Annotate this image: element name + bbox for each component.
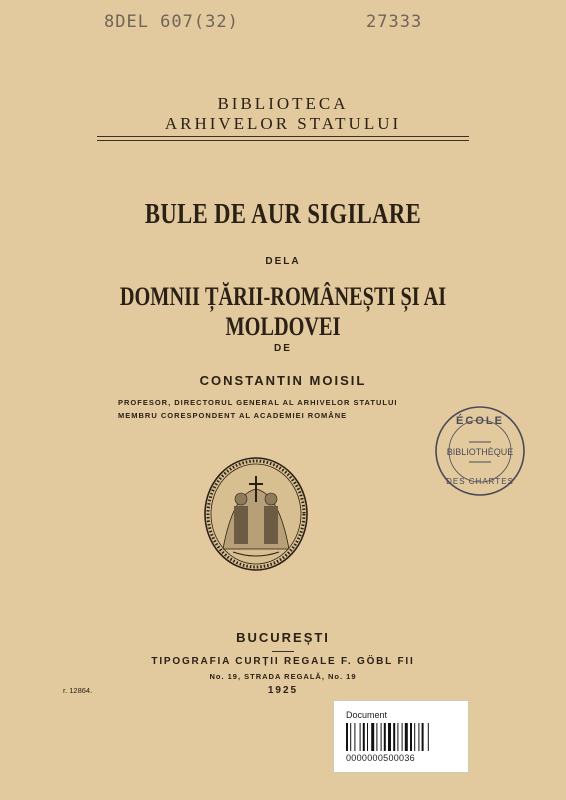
handwritten-number: 27333 xyxy=(366,12,423,32)
author-credential: MEMBRU CORESPONDENT AL ACADEMIEI ROMÂNE xyxy=(118,411,348,420)
barcode-bar xyxy=(397,723,398,751)
series-title-line2: ARHIVELOR STATULUI xyxy=(164,114,402,133)
barcode-label xyxy=(333,700,469,773)
imprint-printer: TIPOGRAFIA CURȚII REGALE F. GÖBL FII xyxy=(151,656,415,667)
barcode-bar xyxy=(384,723,386,751)
author-credential: PROFESOR, DIRECTORUL GENERAL AL ARHIVELOR STATULUI xyxy=(118,398,398,407)
imprint-year: 1925 xyxy=(267,685,299,696)
author-name: CONSTANTIN MOISIL xyxy=(199,373,367,388)
barcode-bar xyxy=(410,723,412,751)
barcode-bar xyxy=(346,723,348,751)
barcode-bar xyxy=(402,723,403,751)
stamp-bottom-text: DES CHARTES xyxy=(446,477,514,486)
title-connector-de: DE xyxy=(274,343,292,354)
barcode-bar xyxy=(414,723,415,751)
imprint-address: No. 19, STRADA REGALĂ, No. 19 xyxy=(209,672,357,681)
barcode-bar xyxy=(354,723,355,751)
barcode-graphic xyxy=(346,723,456,751)
barcode-number: 0000000500036 xyxy=(346,753,415,763)
barcode-bar xyxy=(428,723,429,751)
barcode-bar xyxy=(405,723,408,751)
book-title: BULE DE AUR SIGILARE xyxy=(144,198,422,230)
barcode-bar xyxy=(376,723,377,751)
barcode-bar xyxy=(418,723,419,751)
barcode-bar xyxy=(350,723,351,751)
handwritten-shelfmark: 8DEL 607(32) xyxy=(104,12,239,32)
imprint-dash xyxy=(272,651,294,652)
barcode-bar xyxy=(381,723,382,751)
barcode-label-title: Document xyxy=(346,710,388,720)
imprint-city: BUCUREȘTI xyxy=(236,630,330,645)
book-subtitle: DOMNII ȚĂRII-ROMÂNEȘTI ȘI AI MOLDOVEI xyxy=(119,282,447,341)
barcode-bar xyxy=(367,723,368,751)
inventory-number: r. 12864. xyxy=(63,686,93,695)
barcode-bar xyxy=(363,723,365,751)
barcode-bar xyxy=(388,723,391,751)
library-stamp xyxy=(433,404,527,498)
header-rule xyxy=(97,140,469,141)
header-rule xyxy=(97,136,469,137)
barcode-bar xyxy=(393,723,395,751)
barcode-bar xyxy=(422,723,424,751)
series-title-line1: BIBLIOTECA xyxy=(217,94,349,113)
stamp-top-text: ÉCOLE xyxy=(456,415,504,427)
stamp-middle-text: BIBLIOTHÈQUE xyxy=(446,447,514,457)
gold-bull-seal-image xyxy=(203,454,309,572)
barcode-bar xyxy=(360,723,361,751)
barcode-bar xyxy=(371,723,374,751)
title-connector-dela: DELA xyxy=(265,256,301,267)
